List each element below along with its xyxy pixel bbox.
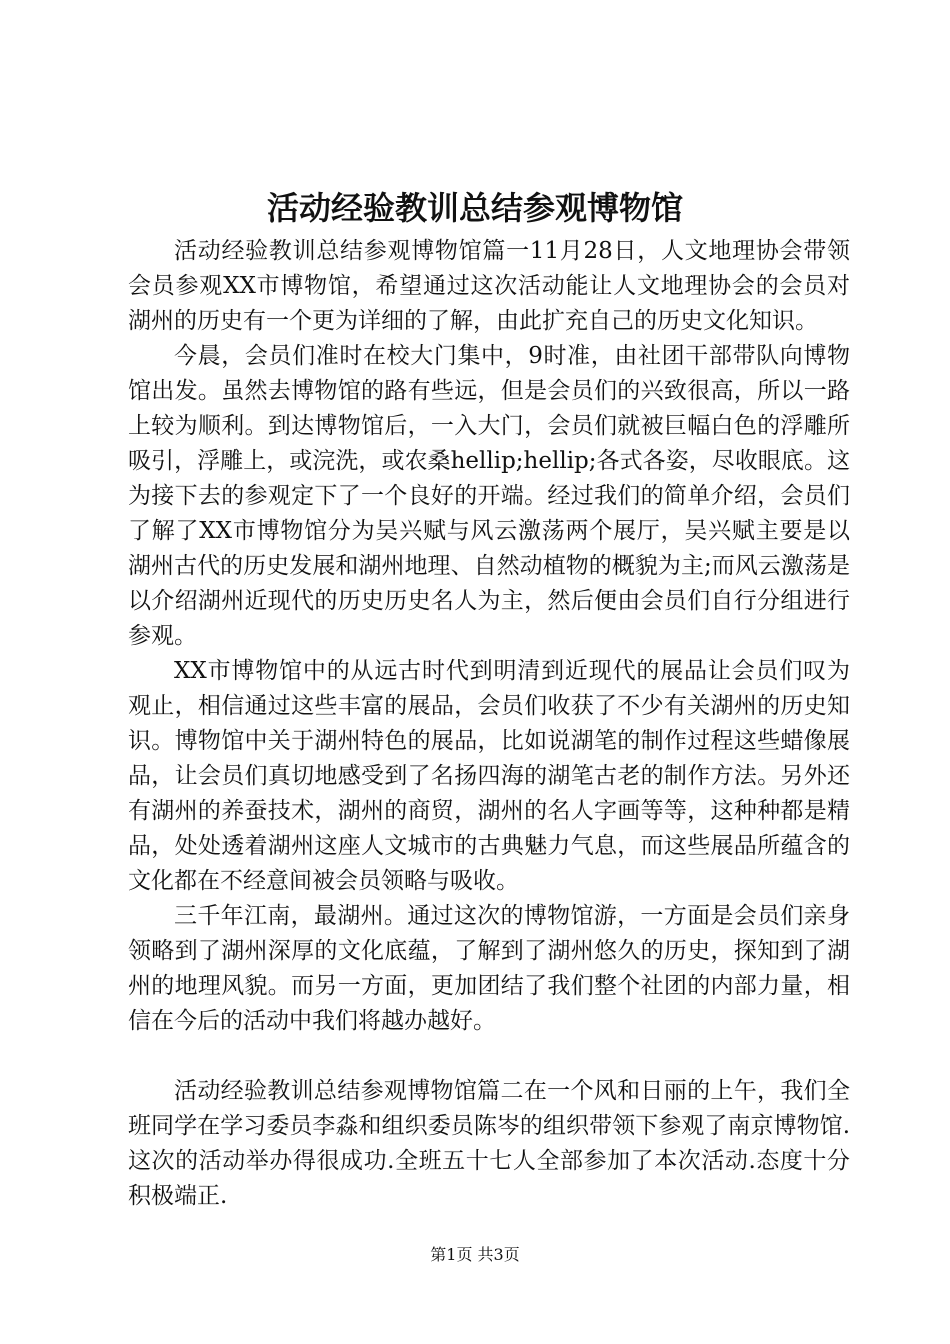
page-footer: 第1页 共3页 xyxy=(430,1245,520,1264)
paragraph-5: 活动经验教训总结参观博物馆篇二在一个风和日丽的上午，我们全班同学在学习委员李淼和组织委员陈岑的组织带领下参观了南京博物馆.这次的活动举办得很成功.全班五十七人全部参加了本次活动.态度十分积极端正. xyxy=(128,1078,850,1209)
paragraph-2: 今晨，会员们准时在校大门集中，9时准，由社团干部带队向博物馆出发。虽然去博物馆的路有些远，但是会员们的兴致很高，所以一路上较为顺利。到达博物馆后，一入大门，会员们就被巨幅白色的浮雕所吸引，浮雕上，或浣洗，或农桑hellip;hellip;各式各姿，尽收眼底。这为接下去的参观定下了一个良好的开端。经过我们的简单介绍，会员们了解了XX市博物馆分为吴兴赋与风云激荡两个展厅，吴兴赋主要是以湖州古代的历史发展和湖州地理、自然动植物的概貌为主;而风云激荡是以介绍湖州近现代的历史历史名人为主，然后便由会员们自行分组进行参观。 xyxy=(128,343,850,649)
paragraph-1: 活动经验教训总结参观博物馆篇一11月28日，人文地理协会带领会员参观XX市博物馆，希望通过这次活动能让人文地理协会的会员对湖州的历史有一个更为详细的了解，由此扩充自己的历史文化知识。 xyxy=(128,238,850,334)
document-title: 活动经验教训总结参观博物馆 xyxy=(266,189,683,227)
document-body xyxy=(128,234,850,1214)
paragraph-4: 三千年江南，最湖州。通过这次的博物馆游，一方面是会员们亲身领略到了湖州深厚的文化底蕴，了解到了湖州悠久的历史，探知到了湖州的地理风貌。而另一方面，更加团结了我们整个社团的内部力量，相信在今后的活动中我们将越办越好。 xyxy=(128,903,850,1034)
paragraph-3: XX市博物馆中的从远古时代到明清到近现代的展品让会员们叹为观止，相信通过这些丰富的展品，会员们收获了不少有关湖州的历史知识。博物馆中关于湖州特色的展品，比如说湖笔的制作过程这些蜡像展品，让会员们真切地感受到了名扬四海的湖笔古老的制作方法。另外还有湖州的养蚕技术，湖州的商贸，湖州的名人字画等等，这种种都是精品，处处透着湖州这座人文城市的古典魅力气息，而这些展品所蕴含的文化都在不经意间被会员领略与吸收。 xyxy=(128,658,850,894)
